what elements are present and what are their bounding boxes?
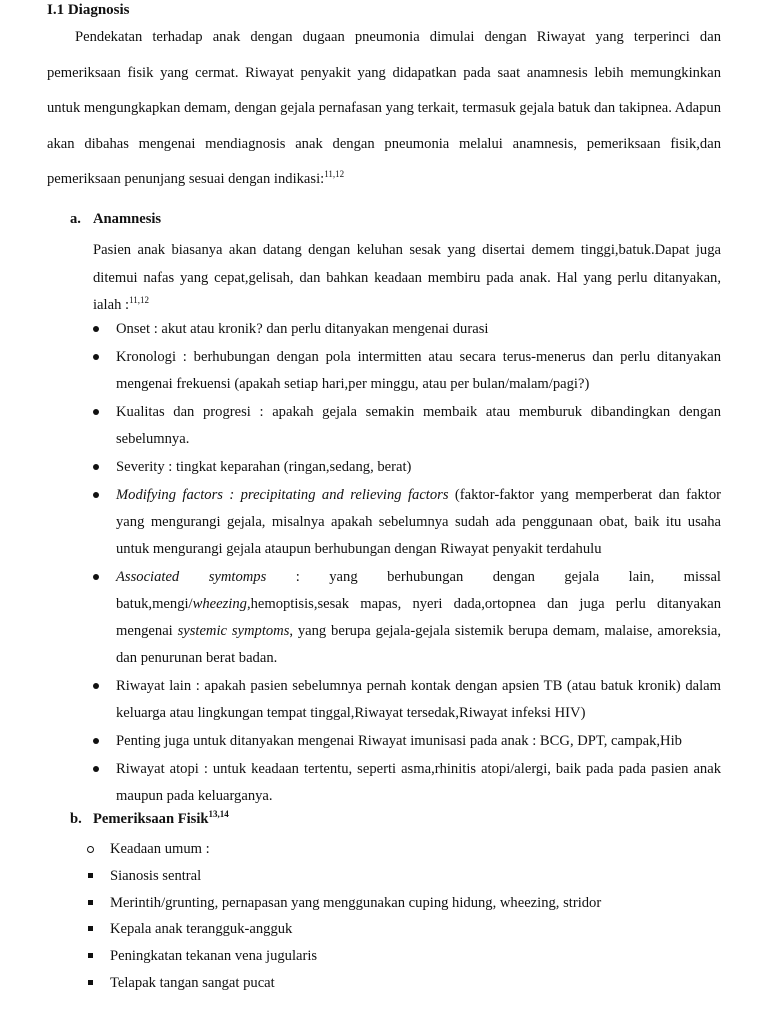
bullet-onset: Onset : akut atau kronik? dan perlu ditanyakan mengenai durasi: [116, 321, 489, 337]
bullet-riwayat-lain: Riwayat lain : apakah pasien sebelumnya pernah kontak dengan apsien TB (atau batuk kronik) dalam keluarga atau lingkungan tempat tinggal,Riwayat tersedak,Riwayat infeksi HIV): [116, 678, 721, 721]
intro-paragraph: [47, 20, 721, 198]
bullet-kualitas: Kualitas dan progresi : apakah gejala semakin membaik atau memburuk dibandingkan dengan sebelumnya.: [116, 404, 721, 447]
list-item: [93, 756, 721, 810]
square-bullet-icon: [88, 900, 93, 905]
list-item: [93, 673, 721, 727]
anamnesis-bullet-list: [93, 316, 721, 811]
bullet-icon: [93, 326, 99, 332]
section-a-title: [70, 211, 161, 228]
section-heading: I.1 Diagnosis: [47, 2, 130, 18]
bullet-associated-wheezing: wheezing: [192, 596, 247, 612]
bullet-icon: [93, 492, 99, 498]
bullet-icon: [93, 354, 99, 360]
list-item: [85, 916, 725, 943]
bullet-icon: [93, 738, 99, 744]
bullet-associated-text-1: : yang berhubungan dengan gejala lain, missal batuk,mengi/: [116, 569, 721, 612]
bullet-modifying-italic: Modifying factors : precipitating and relieving factors: [116, 487, 449, 503]
bullet-modifying-text: (faktor-faktor yang memperberat dan faktor yang mengurangi gejala, misalnya apakah sebelumnya sudah ada penggunaan obat, baik itu usaha untuk mengurangi gejala ataupun berhubungan dengan Riwayat penyakit terdahulu: [116, 487, 721, 557]
list-item: [93, 454, 721, 481]
intro-reference: 11,12: [324, 169, 345, 179]
bullet-atopi: Riwayat atopi : untuk keadaan tertentu, seperti asma,rhinitis atopi/alergi, baik pada pada pasien anak maupun pada keluarganya.: [116, 761, 721, 804]
list-item: [93, 316, 721, 343]
exam-item: Sianosis sentral: [110, 867, 202, 884]
bullet-associated-text-3: , yang berupa gejala-gejala sistemik berupa demam, malaise, amoreksia, dan penurunan berat badan.: [116, 623, 721, 666]
bullet-severity: Severity : tingkat keparahan (ringan,sedang, berat): [116, 459, 412, 475]
square-bullet-icon: [88, 926, 93, 931]
section-b-title-text: Pemeriksaan Fisik: [93, 811, 209, 827]
list-item: [93, 728, 721, 755]
list-item: [85, 890, 725, 917]
list-item: [93, 344, 721, 398]
square-bullet-icon: [88, 980, 93, 985]
list-item: [85, 970, 725, 997]
section-b-label: b.: [70, 811, 82, 827]
bullet-associated-text-2: ,hemoptisis,sesak mapas, nyeri dada,ortopnea dan juga perlu ditanyakan mengenai: [116, 596, 721, 639]
list-item: [93, 564, 721, 672]
exam-item: Kepala anak terangguk-angguk: [110, 921, 293, 938]
bullet-icon: [93, 766, 99, 772]
section-a-title-text: Anamnesis: [93, 211, 162, 227]
section-b-title: [70, 811, 229, 828]
exam-item: Merintih/grunting, pernapasan yang menggunakan cuping hidung, wheezing, stridor: [110, 894, 602, 911]
bullet-icon: [93, 409, 99, 415]
bullet-associated-systemic: systemic symptoms: [177, 623, 290, 639]
list-item: [93, 482, 721, 563]
physical-exam-list: [85, 836, 725, 997]
bullet-associated-italic: Associated symtomps: [116, 569, 267, 585]
exam-item: Telapak tangan sangat pucat: [110, 974, 275, 991]
list-item: [93, 399, 721, 453]
intro-text: Pendekatan terhadap anak dengan dugaan pneumonia dimulai dengan Riwayat yang terperinci dan pemeriksaan fisik yang cermat. Riwayat penyakit yang didapatkan pada saat anamnesis lebih memungkinkan untuk mengungkapkan demam, dengan gejala pernafasan yang terkait, termasuk gejala batuk dan takipnea. Adapun akan dibahas mengenai mendiagnosis anak dengan pneumonia melalui anamnesis, pemeriksaan fisik,dan pemeriksaan penunjang sesuai dengan indikasi:: [47, 29, 721, 187]
square-bullet-icon: [88, 953, 93, 958]
bullet-icon: [93, 574, 99, 580]
section-a-paragraph: [93, 237, 721, 320]
list-item: [85, 836, 725, 863]
section-a-label: a.: [70, 211, 81, 227]
circle-bullet-icon: [87, 846, 94, 853]
sub-heading-keadaan-umum: Keadaan umum :: [110, 841, 210, 857]
bullet-imunisasi: Penting juga untuk ditanyakan mengenai Riwayat imunisasi pada anak : BCG, DPT, campak,Hib: [116, 733, 682, 749]
section-b-reference: 13,14: [208, 809, 229, 819]
section-a-reference: 11,12: [129, 295, 149, 305]
exam-item: Peningkatan tekanan vena jugularis: [110, 948, 318, 965]
list-item: [85, 943, 725, 970]
section-a-body-text: Pasien anak biasanya akan datang dengan keluhan sesak yang disertai demem tinggi,batuk.Dapat juga ditemui nafas yang cepat,gelisah, dan bahkan keadaan membiru pada anak. Hal yang perlu ditanyakan, ialah :: [93, 242, 721, 313]
bullet-icon: [93, 683, 99, 689]
bullet-icon: [93, 464, 99, 470]
square-bullet-icon: [88, 873, 93, 878]
bullet-kronologi: Kronologi : berhubungan dengan pola intermitten atau secara terus-menerus dan perlu ditanyakan mengenai frekuensi (apakah setiap hari,per minggu, atau per bulan/malam/pagi?): [116, 349, 721, 392]
list-item: [85, 863, 725, 890]
